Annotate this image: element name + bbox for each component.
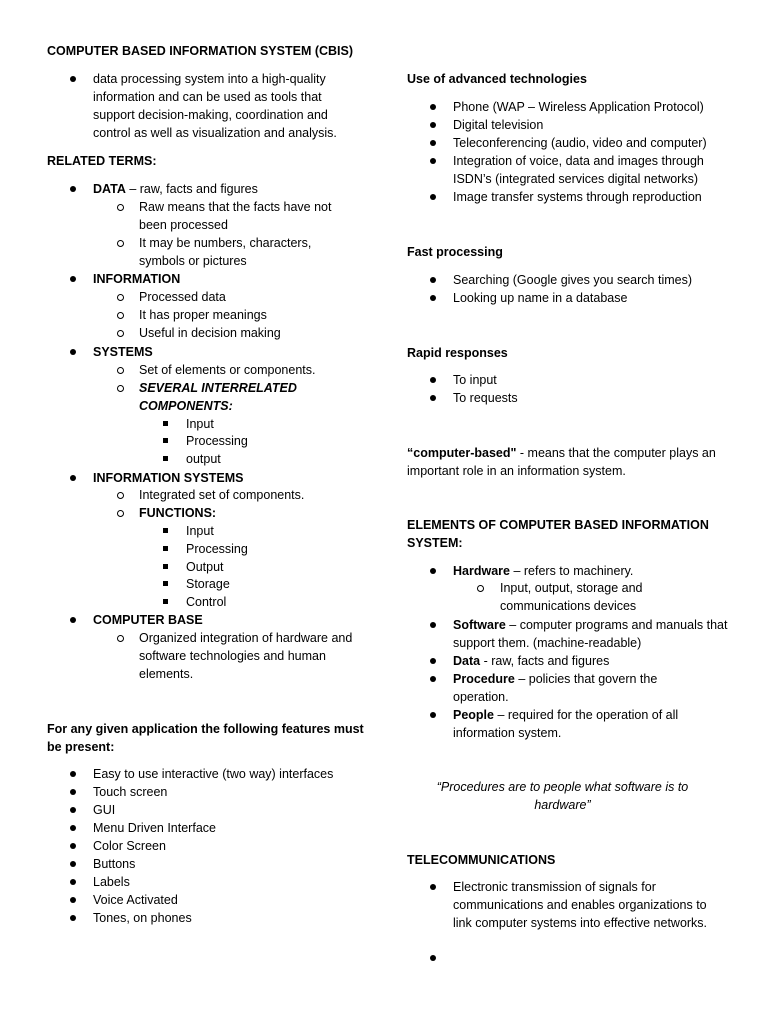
- systems-item-1: Input: [186, 417, 214, 431]
- circle-bullet-icon: [117, 294, 124, 301]
- bullet-icon: [430, 377, 436, 383]
- systems-sub-2: SEVERAL INTERRELATED COMPONENTS:: [139, 381, 297, 413]
- fast-item-2: Looking up name in a database: [453, 291, 628, 305]
- telecom-item-1: Electronic transmission of signals for communications and enables organizations to link computer systems into effective networks.: [453, 880, 708, 930]
- information-sub-2: It has proper meanings: [139, 308, 267, 322]
- bullet-icon: [70, 76, 76, 82]
- square-bullet-icon: [163, 546, 168, 551]
- is-sub-1: Integrated set of components.: [139, 488, 305, 502]
- bullet-icon: [430, 295, 436, 301]
- systems-sub-1: Set of elements or components.: [139, 363, 316, 377]
- bullet-icon: [70, 843, 76, 849]
- element-hardware: Hardware – refers to machinery.: [453, 564, 634, 578]
- bullet-icon: [430, 122, 436, 128]
- circle-bullet-icon: [117, 635, 124, 642]
- circle-bullet-icon: [477, 585, 484, 592]
- bullet-icon: [70, 789, 76, 795]
- element-software: Software – computer programs and manuals that support them. (machine-readable): [453, 618, 728, 650]
- square-bullet-icon: [163, 438, 168, 443]
- adv-item-1: Phone (WAP – Wireless Application Protocol): [453, 100, 704, 114]
- square-bullet-icon: [163, 456, 168, 461]
- is-item-2: Processing: [186, 542, 248, 556]
- circle-bullet-icon: [117, 312, 124, 319]
- element-data: Data - raw, facts and figures: [453, 654, 610, 668]
- computer-based-definition: “computer-based" - means that the computer plays an important role in an information system.: [407, 446, 716, 478]
- advanced-tech-heading: Use of advanced technologies: [407, 72, 587, 86]
- adv-item-2: Digital television: [453, 118, 544, 132]
- rapid-item-1: To input: [453, 373, 497, 387]
- bullet-icon: [70, 617, 76, 623]
- bullet-icon: [70, 807, 76, 813]
- feature-item-7: Labels: [93, 875, 130, 889]
- telecommunications-heading: TELECOMMUNICATIONS: [407, 853, 556, 867]
- information-sub-3: Useful in decision making: [139, 326, 281, 340]
- computer-base-sub: Organized integration of hardware and software technologies and human elements.: [139, 631, 353, 681]
- adv-item-4: Integration of voice, data and images through ISDN’s (integrated services digital networks): [453, 154, 704, 186]
- procedures-quote: “Procedures are to people what software is to hardware”: [436, 780, 689, 812]
- bullet-icon: [430, 676, 436, 682]
- bullet-icon: [430, 194, 436, 200]
- bullet-icon: [70, 771, 76, 777]
- feature-item-8: Voice Activated: [93, 893, 178, 907]
- fast-item-1: Searching (Google gives you search times): [453, 273, 693, 287]
- information-sub-1: Processed data: [139, 290, 226, 304]
- circle-bullet-icon: [117, 204, 124, 211]
- is-item-4: Storage: [186, 577, 230, 591]
- is-sub-2: FUNCTIONS:: [139, 506, 217, 520]
- square-bullet-icon: [163, 564, 168, 569]
- adv-item-5: Image transfer systems through reproduction: [453, 190, 702, 204]
- is-item-5: Control: [186, 595, 227, 609]
- features-heading: For any given application the following features must be present:: [47, 722, 364, 754]
- bullet-icon: [430, 277, 436, 283]
- bullet-icon: [430, 140, 436, 146]
- square-bullet-icon: [163, 599, 168, 604]
- bullet-icon: [70, 276, 76, 282]
- hardware-sub: Input, output, storage and communications devices: [500, 581, 643, 613]
- elements-heading: ELEMENTS OF COMPUTER BASED INFORMATION SYSTEM:: [407, 518, 709, 550]
- systems-item-2: Processing: [186, 434, 248, 448]
- bullet-icon: [430, 568, 436, 574]
- feature-item-1: Easy to use interactive (two way) interfaces: [93, 767, 334, 781]
- feature-item-9: Tones, on phones: [93, 911, 192, 925]
- bullet-icon: [430, 395, 436, 401]
- bullet-icon: [70, 879, 76, 885]
- feature-item-6: Buttons: [93, 857, 136, 871]
- rapid-item-2: To requests: [453, 391, 518, 405]
- data-sub-1: Raw means that the facts have not been processed: [139, 200, 332, 232]
- bullet-icon: [430, 884, 436, 890]
- circle-bullet-icon: [117, 367, 124, 374]
- term-systems: SYSTEMS: [93, 345, 153, 359]
- fast-processing-heading: Fast processing: [407, 245, 503, 259]
- bullet-icon: [430, 712, 436, 718]
- bullet-icon: [70, 897, 76, 903]
- systems-item-3: output: [186, 452, 221, 466]
- is-item-3: Output: [186, 560, 224, 574]
- is-item-1: Input: [186, 524, 214, 538]
- term-data: DATA – raw, facts and figures: [93, 182, 258, 196]
- bullet-icon: [70, 475, 76, 481]
- rapid-responses-heading: Rapid responses: [407, 346, 508, 360]
- term-information: INFORMATION: [93, 272, 181, 286]
- bullet-icon: [430, 104, 436, 110]
- bullet-icon: [70, 915, 76, 921]
- bullet-icon: [430, 658, 436, 664]
- bullet-icon: [70, 349, 76, 355]
- bullet-icon: [70, 861, 76, 867]
- term-information-systems: INFORMATION SYSTEMS: [93, 471, 244, 485]
- feature-item-3: GUI: [93, 803, 116, 817]
- element-people: People – required for the operation of all information system.: [453, 708, 679, 740]
- feature-item-4: Menu Driven Interface: [93, 821, 216, 835]
- bullet-icon: [70, 186, 76, 192]
- intro-text: data processing system into a high-quality information and can be used as tools that support decision-making, coordination and control as well as visualization and analysis.: [93, 72, 337, 140]
- adv-item-3: Teleconferencing (audio, video and computer): [453, 136, 707, 150]
- page-title: COMPUTER BASED INFORMATION SYSTEM (CBIS): [47, 44, 354, 58]
- square-bullet-icon: [163, 421, 168, 426]
- data-sub-2: It may be numbers, characters, symbols or pictures: [139, 236, 312, 268]
- circle-bullet-icon: [117, 385, 124, 392]
- feature-item-2: Touch screen: [93, 785, 168, 799]
- bullet-icon: [70, 825, 76, 831]
- circle-bullet-icon: [117, 240, 124, 247]
- bullet-icon: [430, 955, 436, 961]
- circle-bullet-icon: [117, 330, 124, 337]
- feature-item-5: Color Screen: [93, 839, 166, 853]
- bullet-icon: [430, 622, 436, 628]
- element-procedure: Procedure – policies that govern the operation.: [453, 672, 658, 704]
- square-bullet-icon: [163, 528, 168, 533]
- term-computer-base: COMPUTER BASE: [93, 613, 203, 627]
- circle-bullet-icon: [117, 492, 124, 499]
- bullet-icon: [430, 158, 436, 164]
- circle-bullet-icon: [117, 510, 124, 517]
- related-terms-heading: RELATED TERMS:: [47, 154, 157, 168]
- square-bullet-icon: [163, 581, 168, 586]
